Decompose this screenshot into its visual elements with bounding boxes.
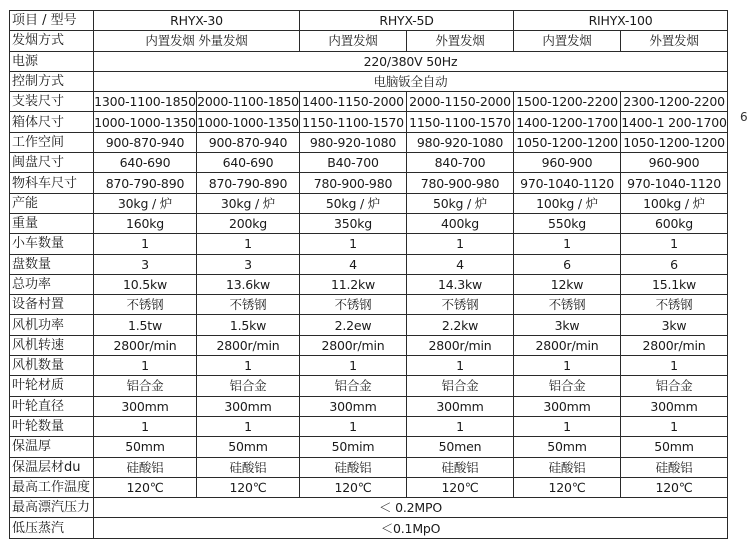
cell: 内置发烟 外量发烟 <box>94 31 300 51</box>
cell: 1400-1 200-1700 <box>621 112 728 132</box>
row-label: 最高工作温度 <box>10 477 94 497</box>
cell: 内置发烟 <box>514 31 621 51</box>
row-label: 叶轮材质 <box>10 376 94 396</box>
cell: 870-790-890 <box>94 173 197 193</box>
cell: 4 <box>407 254 514 274</box>
cell: 300mm <box>514 396 621 416</box>
spec-row <box>10 356 728 376</box>
cell: 1150-1100-1570 <box>407 112 514 132</box>
cell: 970-1040-1120 <box>514 173 621 193</box>
cell: 120℃ <box>300 477 407 497</box>
cell: 1 <box>407 416 514 436</box>
cell: 50mim <box>300 437 407 457</box>
cell: 1400-1200-1700 <box>514 112 621 132</box>
cell: 3 <box>197 254 300 274</box>
cell: 1 <box>300 234 407 254</box>
cell: 1 <box>407 234 514 254</box>
cell: 1 <box>197 234 300 254</box>
row-label: 小车数量 <box>10 234 94 254</box>
cell: 11.2kw <box>300 274 407 294</box>
spec-row <box>10 396 728 416</box>
row-label: 控制方式 <box>10 71 94 91</box>
cell: 550kg <box>514 213 621 233</box>
cell: 1500-1200-2200 <box>514 92 621 112</box>
cell: 1050-1200-1200 <box>514 132 621 152</box>
cell: 3 <box>94 254 197 274</box>
row-label: 风机数量 <box>10 356 94 376</box>
row-label: 设备村置 <box>10 295 94 315</box>
row-label: 电源 <box>10 51 94 71</box>
cell: 400kg <box>407 213 514 233</box>
row-label: 低压蒸汽 <box>10 518 94 538</box>
header-row <box>10 11 728 31</box>
cell: 1 <box>514 416 621 436</box>
spec-row <box>10 193 728 213</box>
cell: 不锈钢 <box>197 295 300 315</box>
cell: 铝合金 <box>407 376 514 396</box>
cell: 30kg / 炉 <box>197 193 300 213</box>
cell: 4 <box>300 254 407 274</box>
cell: 50mm <box>621 437 728 457</box>
cell: 外置发烟 <box>407 31 514 51</box>
cell: 2300-1200-2200 <box>621 92 728 112</box>
cell: 1.5tw <box>94 315 197 335</box>
cell: 300mm <box>407 396 514 416</box>
cell: 1 <box>197 416 300 436</box>
cell: 2000-1100-1850 <box>197 92 300 112</box>
cell: 硅酸铝 <box>197 457 300 477</box>
spec-row <box>10 92 728 112</box>
row-label: 保温层材du <box>10 457 94 477</box>
cell: 1150-1100-1570 <box>300 112 407 132</box>
cell: 120℃ <box>94 477 197 497</box>
cell: 硅酸铝 <box>300 457 407 477</box>
cell: 外置发烟 <box>621 31 728 51</box>
cell: 840-700 <box>407 153 514 173</box>
cell: 350kg <box>300 213 407 233</box>
row-label: 保温厚 <box>10 437 94 457</box>
cell: 870-790-890 <box>197 173 300 193</box>
cell: 640-690 <box>197 153 300 173</box>
cell: 960-900 <box>514 153 621 173</box>
cell: 15.1kw <box>621 274 728 294</box>
cell: 内置发烟 <box>300 31 407 51</box>
cell: 不锈钢 <box>514 295 621 315</box>
row-label: 叶轮数量 <box>10 416 94 436</box>
cell: 160kg <box>94 213 197 233</box>
cell: 13.6kw <box>197 274 300 294</box>
cell: 6 <box>514 254 621 274</box>
cell: 2000-1150-2000 <box>407 92 514 112</box>
cell: 2800r/min <box>621 335 728 355</box>
cell: 1 <box>300 356 407 376</box>
row-label: 工作空间 <box>10 132 94 152</box>
cell: 2.2ew <box>300 315 407 335</box>
spec-row <box>10 234 728 254</box>
row-label: 风机功率 <box>10 315 94 335</box>
cell: 300mm <box>94 396 197 416</box>
cell: 6 <box>621 254 728 274</box>
cell: 120℃ <box>621 477 728 497</box>
cell: 50mm <box>94 437 197 457</box>
cell: 300mm <box>621 396 728 416</box>
row-label: 最高漂汽压力 <box>10 498 94 518</box>
model-rhyx-30: RHYX-30 <box>94 11 300 31</box>
cell: 220/380V 50Hz <box>94 51 728 71</box>
cell: 1.5kw <box>197 315 300 335</box>
cell: 硅酸铝 <box>514 457 621 477</box>
cell: 12kw <box>514 274 621 294</box>
cell: 2.2kw <box>407 315 514 335</box>
cell: ＜ 0.2MPO <box>94 498 728 518</box>
cell: 铝合金 <box>300 376 407 396</box>
cell: 100kg / 炉 <box>621 193 728 213</box>
cell: 不锈钢 <box>621 295 728 315</box>
stray-mark: 6 <box>740 110 748 124</box>
cell: 640-690 <box>94 153 197 173</box>
smoke-method-row <box>10 31 728 51</box>
cell: 600kg <box>621 213 728 233</box>
cell: 2800r/min <box>94 335 197 355</box>
cell: 1 <box>514 356 621 376</box>
cell: 硅酸铝 <box>407 457 514 477</box>
cell: 1 <box>300 416 407 436</box>
cell: 2800r/min <box>300 335 407 355</box>
row-label: 风机转速 <box>10 335 94 355</box>
spec-row <box>10 153 728 173</box>
cell: 10.5kw <box>94 274 197 294</box>
spec-row <box>10 274 728 294</box>
cell: 980-920-1080 <box>407 132 514 152</box>
spec-row <box>10 335 728 355</box>
cell: 300mm <box>300 396 407 416</box>
row-label: 重量 <box>10 213 94 233</box>
cell: 14.3kw <box>407 274 514 294</box>
spec-row <box>10 254 728 274</box>
cell: 900-870-940 <box>94 132 197 152</box>
model-rihyx-100: RIHYX-100 <box>514 11 728 31</box>
spec-row <box>10 173 728 193</box>
cell: 200kg <box>197 213 300 233</box>
cell: 300mm <box>197 396 300 416</box>
row-label: 叶轮直径 <box>10 396 94 416</box>
cell: 1000-1000-1350 <box>197 112 300 132</box>
cell: 1 <box>94 356 197 376</box>
control-method-row <box>10 71 728 91</box>
row-label: 盘数量 <box>10 254 94 274</box>
spec-row <box>10 457 728 477</box>
cell: 硅酸铝 <box>621 457 728 477</box>
cell: 780-900-980 <box>300 173 407 193</box>
cell: 1 <box>94 234 197 254</box>
row-label: 支装尺寸 <box>10 92 94 112</box>
cell: 970-1040-1120 <box>621 173 728 193</box>
row-label: 箱体尺寸 <box>10 112 94 132</box>
spec-row <box>10 213 728 233</box>
cell: B40-700 <box>300 153 407 173</box>
power-supply-row <box>10 51 728 71</box>
cell: 50kg / 炉 <box>300 193 407 213</box>
spec-row <box>10 416 728 436</box>
cell: 铝合金 <box>94 376 197 396</box>
cell: 900-870-940 <box>197 132 300 152</box>
cell: 1 <box>621 356 728 376</box>
cell: 1 <box>94 416 197 436</box>
spec-row <box>10 376 728 396</box>
cell: 硅酸铝 <box>94 457 197 477</box>
model-rhyx-5d: RHYX-5D <box>300 11 514 31</box>
cell: 120℃ <box>407 477 514 497</box>
cell: 2800r/min <box>197 335 300 355</box>
cell: 30kg / 炉 <box>94 193 197 213</box>
steam-pressure-row <box>10 498 728 518</box>
cell: 50mm <box>514 437 621 457</box>
cell: 3kw <box>514 315 621 335</box>
cell: 不锈钢 <box>407 295 514 315</box>
spec-row <box>10 315 728 335</box>
cell: 1 <box>197 356 300 376</box>
cell: 2800r/min <box>514 335 621 355</box>
cell: 铝合金 <box>197 376 300 396</box>
spec-row <box>10 295 728 315</box>
cell: 3kw <box>621 315 728 335</box>
cell: 不锈钢 <box>300 295 407 315</box>
spec-row <box>10 477 728 497</box>
cell: 1 <box>407 356 514 376</box>
cell: 1 <box>621 416 728 436</box>
cell: 50men <box>407 437 514 457</box>
spec-row <box>10 437 728 457</box>
cell: 1300-1100-1850 <box>94 92 197 112</box>
cell: 120℃ <box>197 477 300 497</box>
row-label: 产能 <box>10 193 94 213</box>
cell: 120℃ <box>514 477 621 497</box>
row-label: 闽盘尺寸 <box>10 153 94 173</box>
spec-row <box>10 112 728 132</box>
cell: 不锈钢 <box>94 295 197 315</box>
spec-table <box>9 10 728 539</box>
cell: 1 <box>514 234 621 254</box>
row-label: 物科车尺寸 <box>10 173 94 193</box>
cell: 1 <box>621 234 728 254</box>
row-label: 发烟方式 <box>10 31 94 51</box>
cell: 1000-1000-1350 <box>94 112 197 132</box>
cell: 960-900 <box>621 153 728 173</box>
low-steam-row <box>10 518 728 538</box>
cell: 980-920-1080 <box>300 132 407 152</box>
cell: 1400-1150-2000 <box>300 92 407 112</box>
cell: 铝合金 <box>621 376 728 396</box>
cell: 2800r/min <box>407 335 514 355</box>
row-label: 总功率 <box>10 274 94 294</box>
cell: ＜0.1MpO <box>94 518 728 538</box>
cell: 50mm <box>197 437 300 457</box>
cell: 780-900-980 <box>407 173 514 193</box>
cell: 1050-1200-1200 <box>621 132 728 152</box>
cell: 电脑钣全自动 <box>94 71 728 91</box>
spec-row <box>10 132 728 152</box>
header-label: 项目 / 型号 <box>10 11 94 31</box>
cell: 铝合金 <box>514 376 621 396</box>
cell: 50kg / 炉 <box>407 193 514 213</box>
cell: 100kg / 炉 <box>514 193 621 213</box>
